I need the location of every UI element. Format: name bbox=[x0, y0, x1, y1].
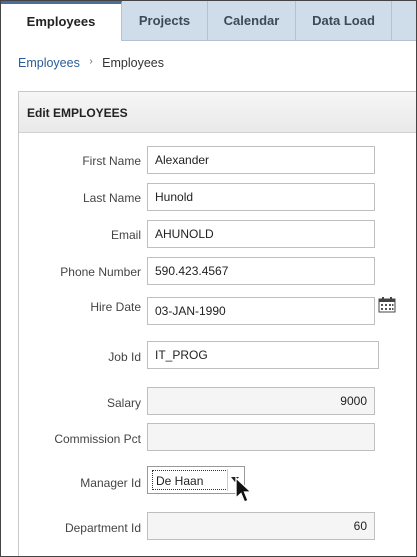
breadcrumb-current: Employees bbox=[102, 56, 164, 70]
commission-pct-label: Commission Pct bbox=[54, 432, 141, 446]
breadcrumb bbox=[18, 54, 164, 72]
department-id-label: Department Id bbox=[64, 521, 141, 535]
tab-bar bbox=[1, 1, 416, 41]
salary-input[interactable] bbox=[147, 387, 375, 415]
tab-employees[interactable]: Employees bbox=[1, 1, 122, 41]
job-id-label: Job Id bbox=[108, 350, 141, 364]
region-title: Edit EMPLOYEES bbox=[19, 92, 417, 133]
first-name-label: First Name bbox=[82, 154, 141, 168]
last-name-input[interactable] bbox=[147, 183, 375, 211]
chevron-down-icon[interactable] bbox=[227, 469, 242, 491]
email-input[interactable] bbox=[147, 220, 375, 248]
phone-number-label: Phone Number bbox=[60, 265, 141, 279]
breadcrumb-separator-icon: › bbox=[89, 56, 93, 67]
breadcrumb-link-employees[interactable]: Employees bbox=[18, 56, 80, 70]
hire-date-input[interactable] bbox=[147, 297, 375, 325]
tab-projects[interactable]: Projects bbox=[122, 1, 208, 40]
manager-id-select[interactable] bbox=[147, 466, 245, 494]
last-name-label: Last Name bbox=[82, 191, 141, 205]
department-id-input[interactable] bbox=[147, 512, 375, 540]
job-id-input[interactable] bbox=[147, 341, 379, 369]
edit-employees-region bbox=[18, 91, 417, 557]
manager-id-label: Manager Id bbox=[80, 476, 141, 490]
phone-number-input[interactable] bbox=[147, 257, 375, 285]
calendar-icon[interactable] bbox=[378, 297, 396, 313]
tab-calendar[interactable]: Calendar bbox=[208, 1, 296, 40]
manager-id-selected-value: De Haan bbox=[152, 470, 228, 490]
first-name-input[interactable] bbox=[147, 146, 375, 174]
commission-pct-input[interactable] bbox=[147, 423, 375, 451]
hire-date-label: Hire Date bbox=[90, 300, 141, 314]
salary-label: Salary bbox=[106, 396, 141, 410]
email-label: Email bbox=[110, 228, 141, 242]
tab-data-load[interactable]: Data Load bbox=[296, 1, 392, 40]
